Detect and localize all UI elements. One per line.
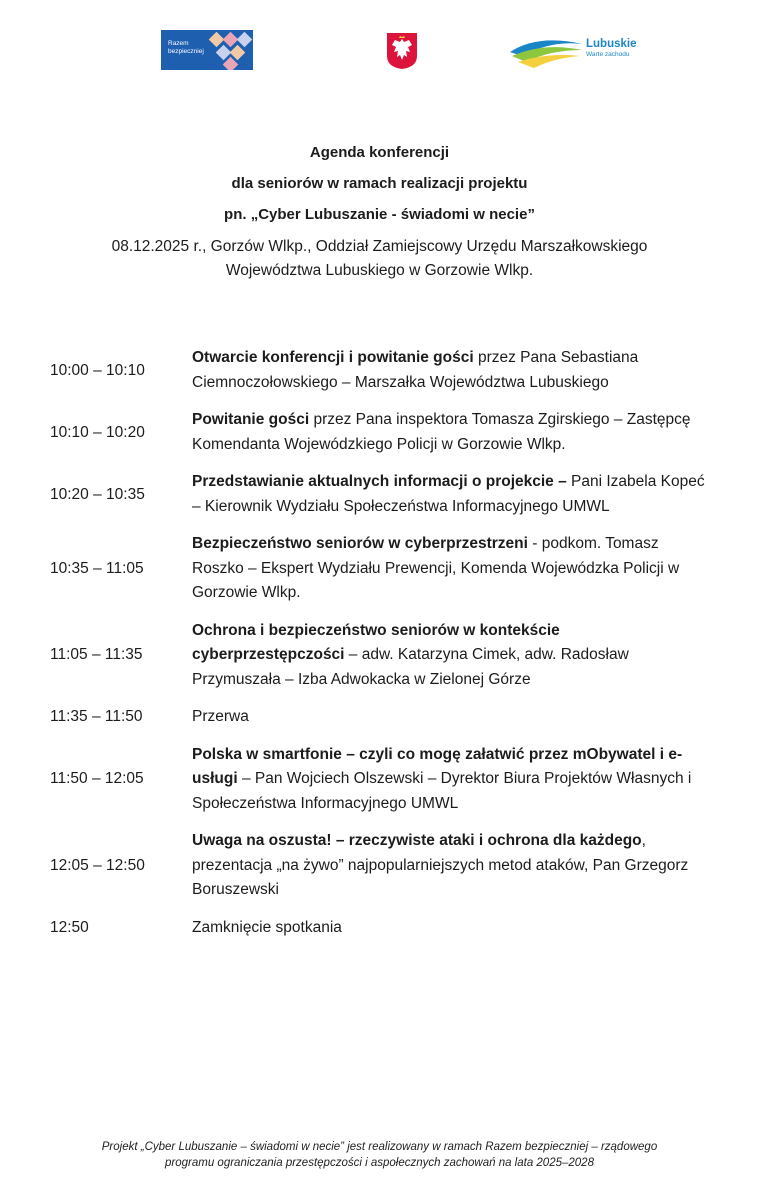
agenda-time: 10:20 – 10:35	[50, 485, 145, 503]
agenda-item	[0, 408, 759, 457]
agenda-topic: Ochrona i bezpieczeństwo seniorów w kontekście cyberprzestępczości	[192, 621, 560, 663]
agenda-item	[0, 705, 759, 730]
agenda-details: Przerwa	[192, 708, 249, 725]
lubuskie-wave-icon	[508, 30, 584, 72]
agenda-description	[192, 743, 712, 817]
agenda-time: 11:05 – 11:35	[50, 646, 143, 664]
agenda-description	[192, 829, 712, 903]
footer-line-1: Projekt „Cyber Lubuszanie – świadomi w necie” jest realizowany w ramach Razem bezpieczniej – rządowego	[101, 1141, 658, 1153]
polish-eagle-emblem-icon	[386, 32, 418, 70]
agenda-description	[192, 470, 712, 519]
title-line-3: pn. „Cyber Lubuszanie - świadomi w necie”	[224, 206, 535, 223]
agenda-description	[192, 916, 712, 941]
lubuskie-logo-name: Lubuskie	[586, 38, 637, 50]
agenda-time: 11:35 – 11:50	[50, 708, 143, 726]
agenda-item	[0, 743, 759, 817]
agenda-item	[0, 829, 759, 903]
agenda-time: 10:35 – 11:05	[50, 559, 144, 577]
agenda-topic: Bezpieczeństwo seniorów w cyberprzestrzeni	[192, 535, 528, 552]
agenda-details: - podkom. Tomasz Roszko – Ekspert Wydziału Prewencji, Komenda Wojewódzka Policji w Gorzowie Wlkp.	[192, 535, 680, 601]
razem-logo-line1: Razem	[168, 40, 189, 47]
title-line-1: Agenda konferencji	[309, 144, 450, 161]
agenda-item	[0, 916, 759, 941]
agenda-topic: Uwaga na oszusta! – rzeczywiste ataki i ochrona dla każdego	[192, 832, 642, 849]
agenda-item	[0, 532, 759, 606]
footer-note	[0, 1139, 759, 1171]
razem-logo-line2: bezpieczniej	[168, 48, 204, 55]
agenda-time: 10:00 – 10:10	[50, 361, 145, 379]
agenda-item	[0, 619, 759, 693]
title-line-2: dla seniorów w ramach realizacji projektu	[231, 175, 528, 192]
logo-bar	[0, 28, 759, 72]
agenda-description	[192, 408, 712, 457]
agenda-topic: Polska w smartfonie – czyli co mogę załatwić przez mObywatel i e-usługi	[192, 745, 683, 787]
agenda-description	[192, 532, 712, 606]
razem-logo-text	[168, 40, 204, 56]
event-date-location: 08.12.2025 r., Gorzów Wlkp., Oddział Zamiejscowy Urzędu Marszałkowskiego	[111, 238, 648, 255]
agenda-time: 11:50 – 12:05	[50, 770, 144, 788]
agenda-topic: Przedstawianie aktualnych informacji o projekcie –	[192, 473, 567, 490]
agenda-description	[192, 705, 712, 730]
lubuskie-logo-tagline: Warte zachodu	[586, 51, 630, 58]
agenda-details: przez Pana inspektora Tomasza Zgirskiego – Zastępcę Komendanta Wojewódzkiego Policji w Gorzowie Wlkp.	[192, 411, 691, 453]
agenda-details: , prezentacja „na żywo” najpopularniejszych metod ataków, Pan Grzegorz Boruszewski	[192, 832, 689, 898]
razem-bezpieczniej-logo	[161, 30, 253, 70]
agenda-item	[0, 346, 759, 395]
agenda-details: Pani Izabela Kopeć – Kierownik Wydziału Społeczeństwa Informacyjnego UMWL	[192, 473, 705, 515]
agenda-time: 10:10 – 10:20	[50, 423, 145, 441]
agenda-details: Zamknięcie spotkania	[192, 918, 342, 936]
event-location-continued: Województwa Lubuskiego w Gorzowie Wlkp.	[225, 262, 534, 279]
agenda-description	[192, 346, 712, 395]
agenda-details: – Pan Wojciech Olszewski – Dyrektor Biura Projektów Własnych i Społeczeństwa Informacyjnego UMWL	[192, 770, 692, 812]
agenda-topic: Otwarcie konferencji i powitanie gości	[192, 349, 474, 366]
agenda-topic: Powitanie gości	[192, 411, 310, 428]
document-title	[0, 142, 759, 283]
footer-line-2: programu ograniczania przestępczości i aspołecznych zachowań na lata 2025–2028	[165, 1157, 594, 1169]
agenda-time: 12:50	[50, 918, 89, 936]
agenda-item	[0, 470, 759, 519]
lubuskie-logo	[508, 30, 648, 72]
agenda-description	[192, 619, 712, 693]
agenda-time: 12:05 – 12:50	[50, 856, 145, 874]
agenda-list	[0, 346, 759, 953]
agenda-details: przez Pana Sebastiana Ciemnoczołowskiego – Marszałka Województwa Lubuskiego	[192, 349, 639, 391]
agenda-details: – adw. Katarzyna Cimek, adw. Radosław Przymuszała – Izba Adwokacka w Zielonej Górze	[192, 646, 629, 688]
razem-tiles-icon	[203, 30, 253, 70]
